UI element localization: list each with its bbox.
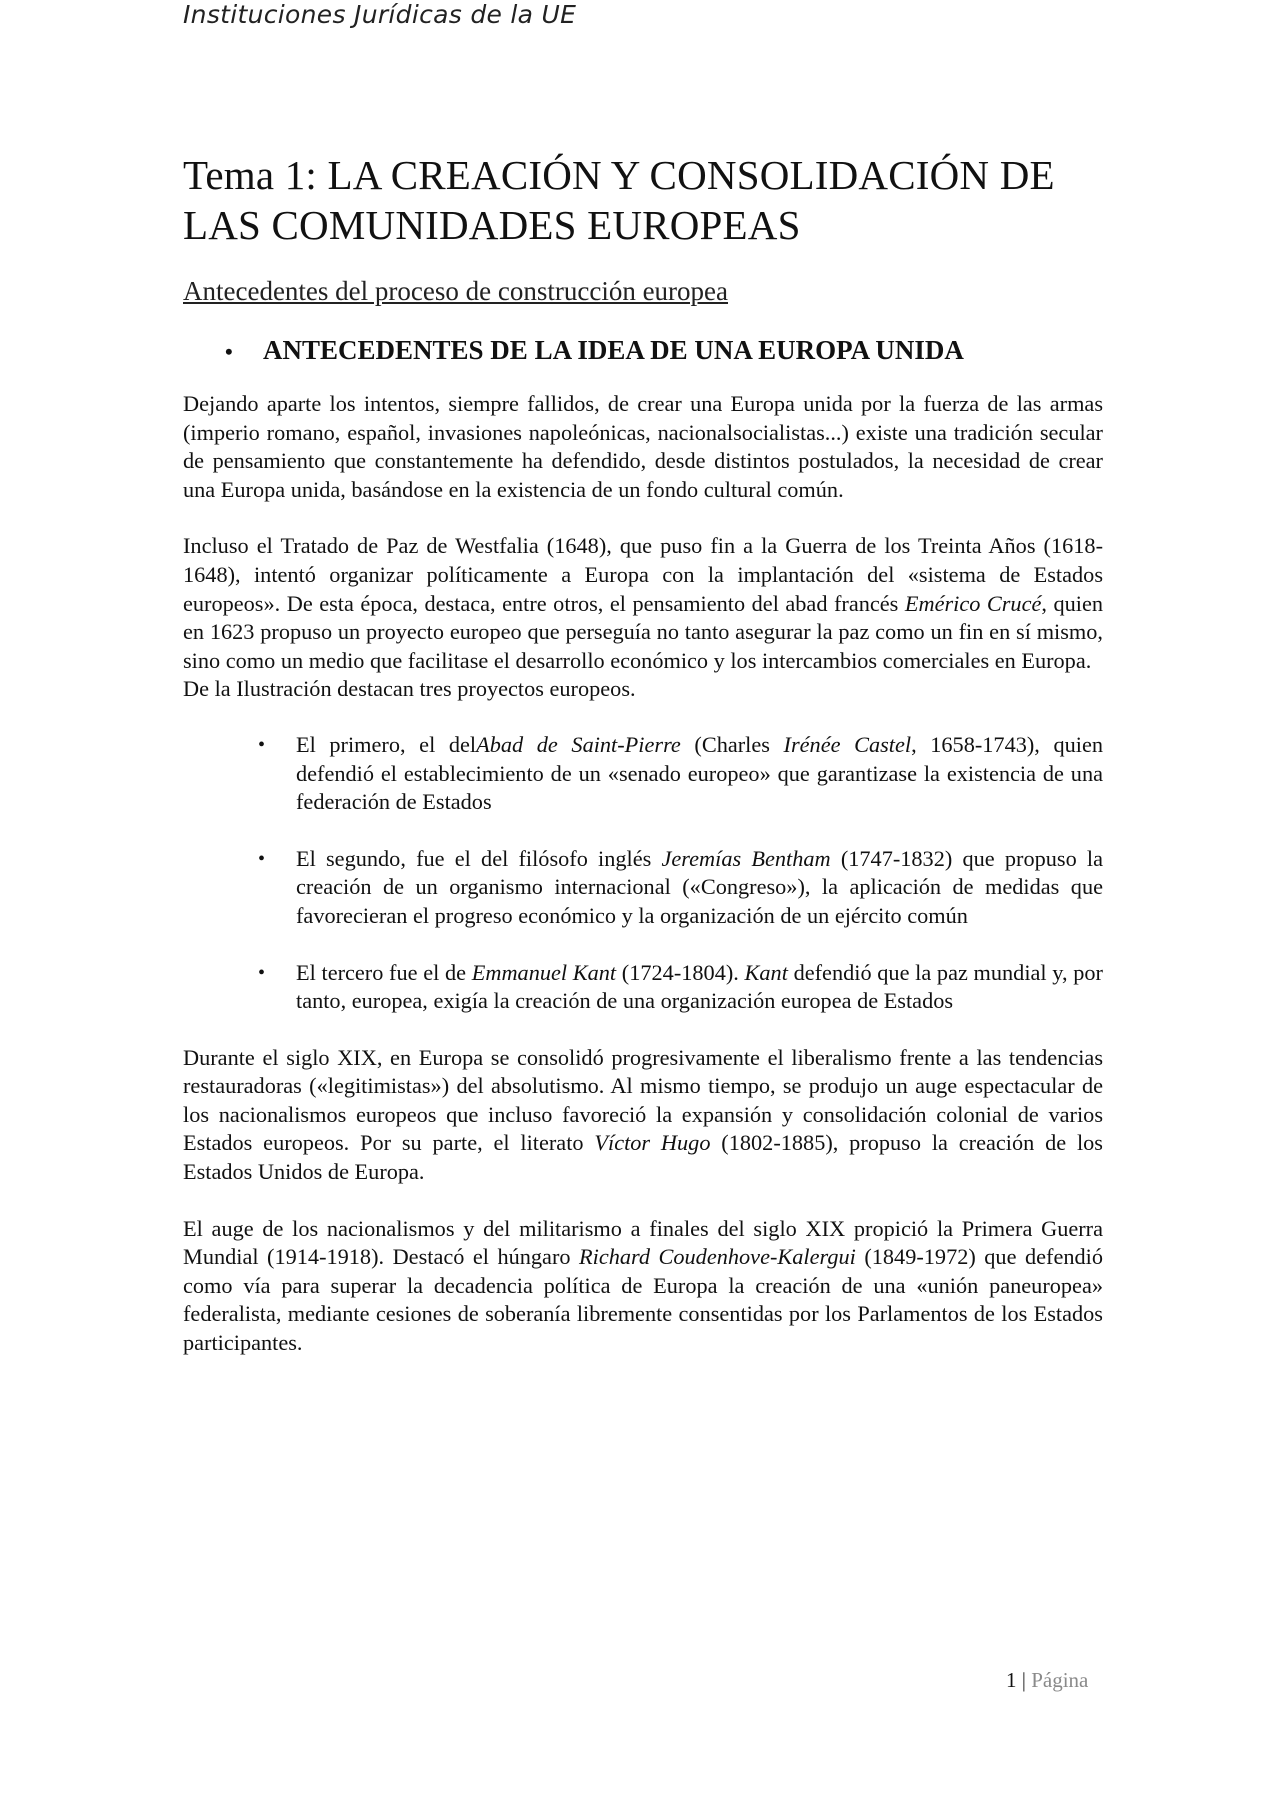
paragraph-2-name: Emérico Crucé <box>904 590 1042 616</box>
running-header: Instituciones Jurídicas de la UE <box>183 0 577 29</box>
list-item-text: El tercero fue el de <box>296 959 472 985</box>
paragraph-2-text-b: , quien en 1623 propuso un proyecto europeo que perseguía no tanto asegurar la paz como un fin en sí mismo, sino como un medio que facilitase el desarrollo económico y los intercambios comerciales en Europa. <box>183 590 1103 673</box>
paragraph-1: Dejando aparte los intentos, siempre fallidos, de crear una Europa unida por la fuerza de las armas (imperio romano, español, invasiones napoleónicas, nacionalsocialistas...) existe una tradición secular de pensamiento que constantemente ha defendido, desde distintos postulados, la necesidad de crear una Europa unida, basándose en la existencia de un fondo cultural común. <box>183 391 1103 502</box>
paragraph-3: De la Ilustración destacan tres proyectos europeos. <box>183 676 636 702</box>
page-label: Página <box>1031 1668 1089 1692</box>
paragraph-5-name: Richard Coudenhove-Kalergui <box>579 1244 856 1270</box>
section-heading <box>225 335 1103 366</box>
section-subtitle: Antecedentes del proceso de construcción europea <box>183 276 729 306</box>
paragraph-4-name: Víctor Hugo <box>594 1130 711 1156</box>
bullet-icon: • <box>258 733 266 756</box>
list-item-name: Abad de Saint-Pierre <box>476 731 681 757</box>
list-item-text: El segundo, fue el del filósofo inglés <box>296 845 662 871</box>
list-item-text: , 1658-1743), quien defendió el establecimiento de un «senado europeo» que garantizase la existencia de una federación de Estados <box>296 731 1103 815</box>
document-title: Tema 1: LA CREACIÓN Y CONSOLIDACIÓN DE LAS COMUNIDADES EUROPEAS <box>183 152 1055 248</box>
list-item-name: Irénée Castel <box>783 731 912 757</box>
paragraph-4-text-b: (1802-1885), propuso la creación de los Estados Unidos de Europa. <box>183 1130 1103 1185</box>
list-item-text: El primero, el del <box>296 731 477 757</box>
page-footer <box>1006 1668 1088 1693</box>
paragraph-4-text-a: Durante el siglo XIX, en Europa se consolidó progresivamente el liberalismo frente a las tendencias restauradoras («legitimistas») del absolutismo. Al mismo tiempo, se produjo un auge espectacular de los nacionalismos europeos que incluso favoreció la expansión y consolidación colonial de varios Estados europeos. Por su parte, el literato <box>183 1044 1103 1156</box>
bullet-icon: • <box>225 339 233 364</box>
paragraph-2-text-a: Incluso el Tratado de Paz de Westfalia (1648), que puso fin a la Guerra de los Treinta Años (1618-1648), intentó organizar políticamente a Europa con la implantación del «sistema de Estados europeos». De esta época, destaca, entre otros, el pensamiento del abad francés <box>183 533 1103 616</box>
bullet-icon: • <box>258 961 266 984</box>
list-item-text: (1724-1804). <box>616 959 745 985</box>
list-item <box>258 731 1103 817</box>
list-item-text: (Charles <box>680 731 784 757</box>
paragraph-5 <box>183 1215 1103 1358</box>
list-item-name: Kant <box>744 959 788 985</box>
paragraph-2 <box>183 532 1103 675</box>
list-item <box>258 959 1103 1016</box>
page-number: 1 <box>1006 1668 1017 1692</box>
list-item <box>258 845 1103 931</box>
document-body <box>183 150 1103 1358</box>
section-heading-text: ANTECEDENTES DE LA IDEA DE UNA EUROPA UNIDA <box>263 335 964 365</box>
bullet-list <box>183 731 1103 1016</box>
bullet-icon: • <box>258 847 266 870</box>
list-item-name: Emmanuel Kant <box>471 959 617 985</box>
paragraph-4 <box>183 1044 1103 1187</box>
paragraph-5-text-a: El auge de los nacionalismos y del militarismo a finales del siglo XIX propició la Primera Guerra Mundial (1914-1918). Destacó el húngaro <box>183 1215 1103 1270</box>
list-item-text: (1747-1832) que propuso la creación de un organismo internacional («Congreso»), la aplicación de medidas que favorecieran el progreso económico y la organización de un ejército común <box>296 845 1103 928</box>
list-item-name: Jeremías Bentham <box>661 845 831 871</box>
page-separator: | <box>1021 1668 1026 1692</box>
paragraph-5-text-b: (1849-1972) que defendió como vía para superar la decadencia política de Europa la creación de una «unión paneuropea» federalista, mediante cesiones de soberanía libremente consentidas por los Parlamentos de los Estados participantes. <box>183 1244 1103 1356</box>
list-item-text: defendió que la paz mundial y, por tanto, europea, exigía la creación de una organización europea de Estados <box>296 959 1103 1014</box>
